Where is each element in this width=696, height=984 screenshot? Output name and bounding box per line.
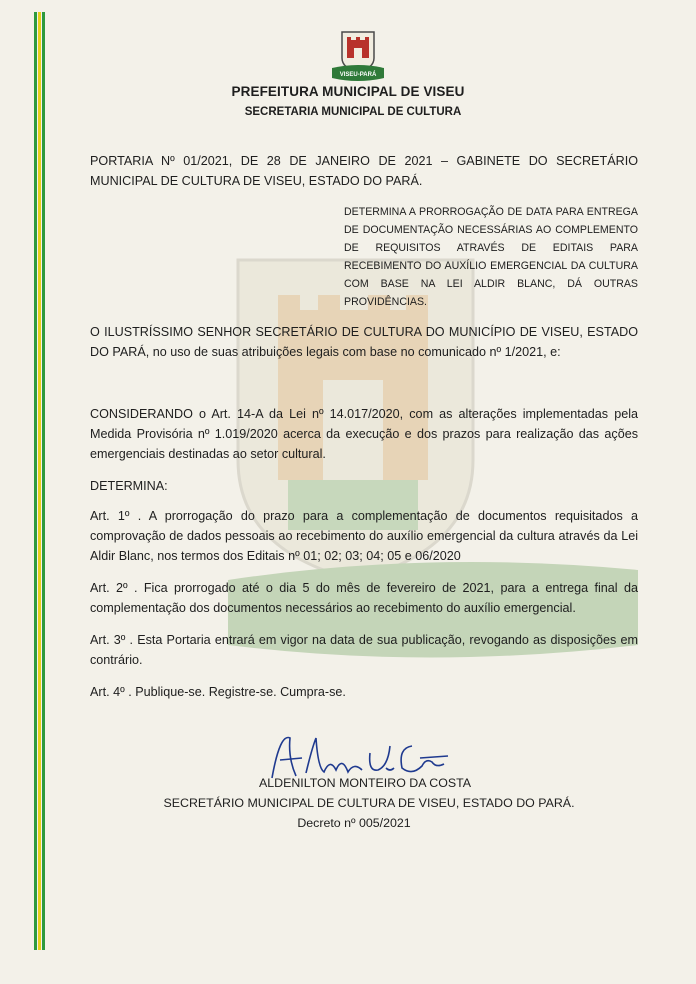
portaria-title: PORTARIA Nº 01/2021, DE 28 DE JANEIRO DE 2021 – GABINETE DO SECRETÁRIO MUNICIPAL DE CULTURA DE VISEU, ESTADO DO PARÁ. bbox=[90, 154, 638, 188]
signatory-name: ALDENILTON MONTEIRO DA COSTA bbox=[258, 776, 472, 790]
department-heading: SECRETARIA MUNICIPAL DE CULTURA bbox=[244, 106, 462, 118]
determina-label: DETERMINA: bbox=[90, 479, 168, 493]
article-4: Art. 4º . Publique-se. Registre-se. Cumpra-se. bbox=[90, 685, 346, 699]
crest-logo bbox=[330, 28, 386, 82]
signatory-role: SECRETÁRIO MUNICIPAL DE CULTURA DE VISEU, ESTADO DO PARÁ. bbox=[163, 796, 575, 810]
article-1: Art. 1º . A prorrogação do prazo para a complementação de documentos requisitados a comprovação de dados pessoais ao recebimento do auxílio emergencial da cultura através da Lei Aldir Blanc, nos termos dos Editais nº 01; 02; 03; 04; 05 e 06/2020 bbox=[90, 509, 638, 563]
decree-reference: Decreto nº 005/2021 bbox=[297, 816, 411, 830]
article-3: Art. 3º . Esta Portaria entrará em vigor na data de sua publicação, revogando as disposições em contrário. bbox=[90, 633, 638, 667]
municipality-heading: PREFEITURA MUNICIPAL DE VISEU bbox=[231, 84, 465, 99]
ementa: DETERMINA A PRORROGAÇÃO DE DATA PARA ENTREGA DE DOCUMENTAÇÃO NECESSÁRIAS AO COMPLEMENTO DE REQUISITOS ATRAVÉS DE EDITAIS PARA RECEBIMENTO DO AUXÍLIO EMERGENCIAL DA CULTURA COM BASE NA LEI ALDIR BLANC, DÁ OUTRAS PROVIDÊNCIAS. bbox=[344, 206, 638, 308]
intro-paragraph: O ILUSTRÍSSIMO SENHOR SECRETÁRIO DE CULTURA DO MUNICÍPIO DE VISEU, ESTADO DO PARÁ, no uso de suas atribuições legais com base no comunicado nº 1/2021, e: bbox=[90, 325, 638, 359]
considerando-paragraph: CONSIDERANDO o Art. 14-A da Lei nº 14.017/2020, com as alterações implementadas pela Medida Provisória nº 1.019/2020 acerca da execução e dos prazos para realização das ações emergenciais destinadas ao setor cultural. bbox=[90, 407, 638, 461]
article-2: Art. 2º . Fica prorrogado até o dia 5 do mês de fevereiro de 2021, para a entrega final da complementação dos documentos necessários ao recebimento do auxílio emergencial. bbox=[90, 581, 638, 615]
crest-banner-text: VISEU-PARÁ bbox=[339, 72, 377, 78]
